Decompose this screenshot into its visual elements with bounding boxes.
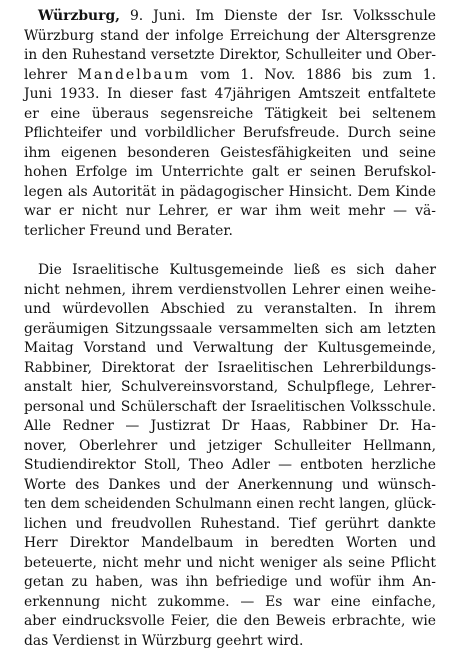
- paragraph-1-line: ihm eigenen besonderen Geistesfähigkeiten und seine: [24, 144, 436, 164]
- paragraph-2-line: das Verdienst in Würzburg geehrt wird.: [24, 632, 436, 651]
- line-4-prefix: lehrer: [24, 67, 78, 83]
- paragraph-1-line: terlicher Freund und Berater.: [24, 222, 436, 242]
- paragraph-1-line: in den Ruhestand versetzte Direktor, Schulleiter und Ober-: [24, 46, 436, 66]
- paragraph-1-line: er eine überaus segensreiche Tätigkeit bei seltenem: [24, 105, 436, 125]
- paragraph-2-line: aber eindrucksvolle Feier, die den Beweis erbrachte, wie: [24, 612, 436, 632]
- paragraph-2-line: geräumigen Sitzungssaale versammelten sich am letzten: [24, 320, 436, 340]
- paragraph-2-line: beteuerte, nicht mehr und nicht weniger als seine Pflicht: [24, 554, 436, 574]
- paragraph-2-line: Rabbiner, Direktorat der Israelitischen Lehrerbildungs-: [24, 359, 436, 379]
- paragraph-1-line: hohen Erfolge im Unterrichte galt er seinen Berufskol-: [24, 163, 436, 183]
- line-4-suffix: vom 1. Nov. 1886 bis zum 1.: [190, 67, 436, 83]
- paragraph-2-line: Maitag Vorstand und Verwaltung der Kultusgemeinde,: [24, 339, 436, 359]
- paragraph-2-line: Alle Redner — Justizrat Dr Haas, Rabbiner Dr. Ha-: [24, 417, 436, 437]
- paragraph-1-line: legen als Autorität in pädagogischer Hinsicht. Dem Kinde: [24, 183, 436, 203]
- paragraph-1-line-1: [24, 7, 436, 27]
- paragraph-2-line: personal und Schülerschaft der Israelitischen Volksschule.: [24, 398, 436, 418]
- paragraph-2-line: ten dem scheidenden Schulmann einen recht langen, glück-: [24, 495, 436, 515]
- dateline-place: Würzburg,: [38, 8, 120, 24]
- paragraph-2-line: und würdevollen Abschied zu veranstalten. In ihrem: [24, 300, 436, 320]
- paragraph-1-line: Pflichteifer und vorbildlicher Berufsfreude. Durch seine: [24, 124, 436, 144]
- paragraph-2-line: Herr Direktor Mandelbaum in beredten Worten und: [24, 534, 436, 554]
- paragraph-1-line: Juni 1933. In dieser fast 47jährigen Amtszeit entfaltete: [24, 85, 436, 105]
- paragraph-2-line: Studiendirektor Stoll, Theo Adler — entboten herzliche: [24, 456, 436, 476]
- paragraph-1-line-1-text: Im Dienste der Isr. Volksschule: [185, 8, 436, 24]
- paragraph-2-line: Die Israelitische Kultusgemeinde ließ es sich daher: [24, 261, 436, 281]
- paragraph-2-line: erkennung nicht zukomme. — Es war eine einfache,: [24, 593, 436, 613]
- person-name-mandelbaum: Mandelbaum: [78, 67, 190, 83]
- paragraph-1-line: Würzburg stand der infolge Erreichung der Altersgrenze: [24, 27, 436, 47]
- paragraph-1-line-4: [24, 66, 436, 86]
- paragraph-2-line: getan zu haben, was ihn befriedige und wofür ihm An-: [24, 573, 436, 593]
- article-paragraph-1: [24, 7, 436, 241]
- paragraph-2-line: nover, Oberlehrer und jetziger Schulleiter Hellmann,: [24, 437, 436, 457]
- paragraph-2-line: lichen und freudvollen Ruhestand. Tief gerührt dankte: [24, 515, 436, 535]
- paragraph-2-line: Worte des Dankes und der Anerkennung und wünsch-: [24, 476, 436, 496]
- paragraph-1-line: war er nicht nur Lehrer, er war ihm weit mehr — vä-: [24, 202, 436, 222]
- paragraph-2-line: anstalt hier, Schulvereinsvorstand, Schulpflege, Lehrer-: [24, 378, 436, 398]
- dateline-date: 9. Juni.: [120, 8, 185, 24]
- article-paragraph-2: [24, 261, 436, 651]
- paragraph-2-line: nicht nehmen, ihrem verdienstvollen Lehrer einen weihe-: [24, 281, 436, 301]
